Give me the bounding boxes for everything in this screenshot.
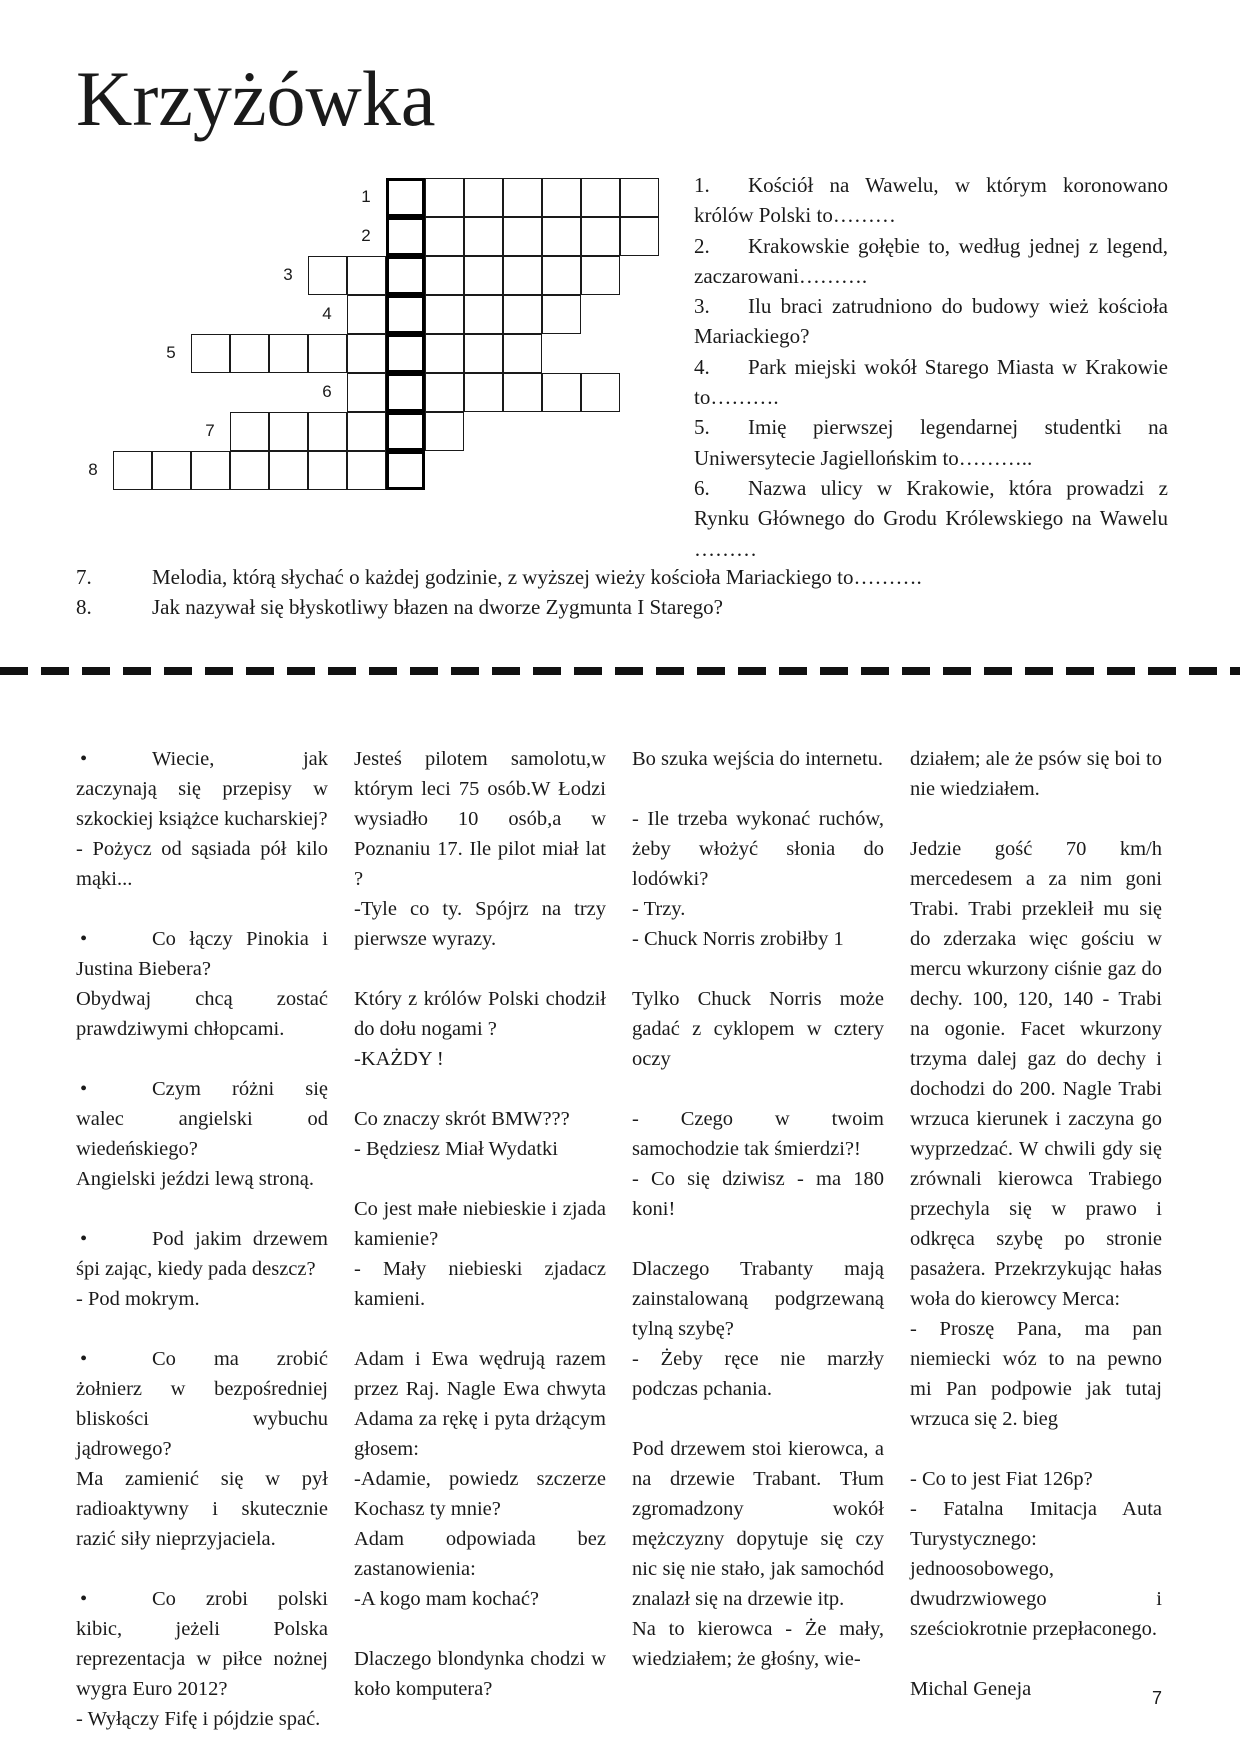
crossword-clue [76, 592, 922, 622]
clue-text: Kościół na Wawelu, w którym koronowano królów Polski to……… [694, 173, 1168, 228]
crossword-row-number: 6 [322, 382, 332, 401]
crossword-cell[interactable] [464, 178, 503, 217]
jokes-column-4 [910, 744, 1162, 1734]
crossword-row-number: 3 [283, 265, 293, 284]
crossword-row-number: 5 [166, 343, 176, 362]
crossword-cell[interactable] [386, 373, 425, 412]
crossword-cell[interactable] [542, 178, 581, 217]
joke-question: Co ma zrobić żołnierz w bezpośredniej bliskości wybuchu jądrowego? [76, 1348, 328, 1460]
crossword-cell[interactable] [269, 451, 308, 490]
page-title: Krzyżówka [76, 55, 436, 142]
bullet-icon: • [80, 1588, 88, 1610]
crossword-cell[interactable] [308, 256, 347, 295]
crossword-cell[interactable] [425, 373, 464, 412]
jokes-column-1 [76, 744, 328, 1764]
bullet-icon: • [80, 928, 88, 950]
crossword-cell[interactable] [152, 451, 191, 490]
joke-line: Na to kierowca - Że mały, wiedziałem; że głośny, wie- [632, 1618, 884, 1670]
crossword-cell[interactable] [542, 295, 581, 334]
joke [910, 1464, 1162, 1644]
crossword-cell[interactable] [542, 373, 581, 412]
joke-line: - Czego w twoim samochodzie tak śmierdzi?! [632, 1108, 884, 1160]
crossword-clue [694, 473, 1168, 564]
bullet-icon: • [80, 1348, 88, 1370]
joke-line: Ma zamienić się w pył radioaktywny i skutecznie razić siły nieprzyjaciela. [76, 1468, 328, 1550]
crossword-cell[interactable] [425, 178, 464, 217]
crossword-cell[interactable] [230, 412, 269, 451]
joke [76, 924, 328, 1044]
crossword-clue [76, 562, 922, 592]
joke-question: Co zrobi polski kibic, jeżeli Polska reprezentacja w piłce nożnej wygra Euro 2012? [76, 1588, 328, 1700]
crossword-cell[interactable] [581, 256, 620, 295]
crossword-row-number: 4 [322, 304, 332, 323]
clue-number: 4. [694, 354, 710, 379]
joke [76, 744, 328, 894]
joke-line: Tylko Chuck Norris może gadać z cyklopem w cztery oczy [632, 988, 884, 1070]
crossword-cell[interactable] [347, 256, 386, 295]
clue-number: 5. [694, 415, 710, 440]
joke-line: Pod drzewem stoi kierowca, a na drzewie Trabant. Tłum zgromadzony wokół mężczyzny dopytuje się czy nic się nie stało, jak samochód znalazł się na drzewie itp. [632, 1438, 884, 1610]
joke-line: - Będziesz Miał Wydatki [354, 1138, 558, 1160]
joke [632, 1434, 884, 1674]
joke-question: Co łączy Pinokia i Justina Biebera? [76, 928, 328, 980]
crossword-cell[interactable] [620, 217, 659, 256]
clue-number: 6. [694, 475, 710, 500]
joke-line: Bo szuka wejścia do internetu. [632, 748, 884, 770]
joke [354, 744, 606, 954]
crossword-row-number: 7 [205, 421, 215, 440]
joke [354, 1104, 606, 1164]
crossword-cell[interactable] [425, 334, 464, 373]
crossword-cell[interactable] [347, 373, 386, 412]
crossword-cell[interactable] [620, 178, 659, 217]
joke-line: - Co się dziwisz - ma 180 koni! [632, 1168, 884, 1220]
crossword-cell[interactable] [581, 373, 620, 412]
joke [76, 1074, 328, 1194]
clue-text: Jak nazywał się błyskotliwy błazen na dworze Zygmunta I Starego? [152, 595, 723, 619]
clue-text: Ilu braci zatrudniono do budowy wież kościoła Mariackiego? [694, 294, 1168, 349]
crossword-cell[interactable] [113, 451, 152, 490]
joke [76, 1224, 328, 1314]
crossword-cell[interactable] [503, 295, 542, 334]
clue-text: Imię pierwszej legendarnej studentki na Uniwersytecie Jagiellońskim to……….. [694, 415, 1168, 470]
crossword-clue [694, 412, 1168, 473]
clue-number: 7. [76, 565, 92, 589]
crossword-cell[interactable] [581, 178, 620, 217]
crossword-cell[interactable] [386, 451, 425, 490]
joke-line: Dlaczego Trabanty mają zainstalowaną podgrzewaną tylną szybę? [632, 1258, 884, 1340]
joke [632, 744, 884, 774]
crossword-cell[interactable] [425, 217, 464, 256]
joke-line: działem; ale że psów się boi to nie wiedziałem. [910, 748, 1162, 800]
crossword-cell[interactable] [191, 451, 230, 490]
joke-line: -Adamie, powiedz szczerze Kochasz ty mnie? [354, 1468, 606, 1520]
joke-line: Michal Geneja [910, 1678, 1032, 1700]
joke-question: Czym różni się walec angielski od wiedeńskiego? [76, 1078, 328, 1160]
crossword-cell[interactable] [464, 295, 503, 334]
joke-line: - Pożycz od sąsiada pół kilo mąki... [76, 838, 328, 890]
crossword-cell[interactable] [503, 178, 542, 217]
joke-line: Jedzie gość 70 km/h mercedesem a za nim goni Trabi. Trabi przekleił mu się do zderzaka więc gościu w mercu wkurzony ciśnie gaz do dechy. 100, 120, 140 - Trabi na ogonie. Facet wkurzony trzyma dalej gaz do dechy i dochodzi do 200. Nagle Trabi wrzuca kierunek i zaczyna go wyprzedzać. W chwili gdy się zrównali kierowca Trabiego przechyla się w prawo i odkręca szybę po stronie pasażera. Przekrzykując hałas woła do kierowcy Merca: [910, 838, 1162, 1310]
crossword-cell[interactable] [386, 334, 425, 373]
crossword-cell[interactable] [386, 412, 425, 451]
clue-text: Park miejski wokół Starego Miasta w Krakowie to………. [694, 354, 1168, 410]
crossword-cell[interactable] [464, 334, 503, 373]
joke [354, 1194, 606, 1314]
joke-question: Wiecie, jak zaczynają się przepisy w szkockiej książce kucharskiej? [76, 748, 328, 830]
crossword-clue [694, 170, 1168, 231]
crossword-cell[interactable] [503, 334, 542, 373]
crossword-cell[interactable] [347, 334, 386, 373]
crossword-clue [694, 231, 1168, 292]
joke [910, 1674, 1162, 1704]
crossword-cell[interactable] [347, 451, 386, 490]
crossword-row-number: 8 [88, 460, 98, 479]
joke [632, 984, 884, 1074]
joke-line: Co znaczy skrót BMW??? [354, 1108, 570, 1130]
crossword-clue [694, 352, 1168, 413]
clue-number: 3. [694, 294, 710, 319]
joke-line: - Żeby ręce nie marzły podczas pchania. [632, 1348, 884, 1400]
crossword-cell[interactable] [386, 256, 425, 295]
crossword-cell[interactable] [425, 256, 464, 295]
joke-line: - Fatalna Imitacja Auta Turystycznego: jednoosobowego, dwudrzwiowego i sześciokrotnie przepłaconego. [910, 1498, 1162, 1640]
joke [76, 1344, 328, 1554]
joke-line: Adam i Ewa wędrują razem przez Raj. Nagle Ewa chwyta Adama za rękę i pyta drżącym głosem: [354, 1348, 606, 1460]
joke-line: - Pod mokrym. [76, 1288, 200, 1310]
bullet-icon: • [80, 1228, 88, 1250]
joke-line: - Ile trzeba wykonać ruchów, żeby włożyć słonia do lodówki? [632, 808, 884, 890]
joke-line: - Proszę Pana, ma pan niemiecki wóz to na pewno mi Pan podpowie jak tutaj wrzuca się 2. bieg [910, 1318, 1162, 1430]
joke [354, 1344, 606, 1614]
crossword-cell[interactable] [542, 256, 581, 295]
joke-line: Jesteś pilotem samolotu,w którym leci 75 osób.W Łodzi wysiadło 10 osób,a w Poznaniu 17. Ile pilot miał lat ? [354, 748, 606, 890]
crossword-cell[interactable] [425, 412, 464, 451]
clue-number: 2. [694, 233, 710, 258]
crossword-cell[interactable] [347, 295, 386, 334]
crossword-clue [694, 291, 1168, 352]
crossword-cell[interactable] [308, 412, 347, 451]
joke-line: - Trzy. [632, 898, 686, 920]
joke-line: - Wyłączy Fifę i pójdzie spać. [76, 1708, 321, 1730]
clue-text: Nazwa ulicy w Krakowie, która prowadzi z Rynku Głównego do Grodu Królewskiego na Wawelu ……… [694, 475, 1168, 561]
crossword-cell[interactable] [269, 334, 308, 373]
crossword-cell[interactable] [503, 373, 542, 412]
joke-question: Pod jakim drzewem śpi zając, kiedy pada deszcz? [76, 1228, 328, 1280]
joke [76, 1584, 328, 1734]
joke [632, 1104, 884, 1224]
joke [354, 1644, 606, 1704]
crossword-clues-top [694, 170, 1168, 564]
joke-line: Obydwaj chcą zostać prawdziwymi chłopcami. [76, 988, 328, 1040]
joke-line: Dlaczego blondynka chodzi w koło komputera? [354, 1648, 606, 1700]
crossword-row-number: 1 [361, 187, 371, 206]
joke [632, 804, 884, 954]
crossword-cell[interactable] [425, 295, 464, 334]
joke-line: -A kogo mam kochać? [354, 1588, 540, 1610]
crossword-cell[interactable] [542, 217, 581, 256]
bullet-icon: • [80, 748, 88, 770]
joke-line: Co jest małe niebieskie i zjada kamienie? [354, 1198, 606, 1250]
dashed-separator [0, 667, 1240, 675]
joke-line: - Chuck Norris zrobiłby 1 [632, 928, 844, 950]
crossword-cell[interactable] [581, 217, 620, 256]
clue-text: Melodia, którą słychać o każdej godzinie, z wyższej wieży kościoła Mariackiego to………. [152, 565, 922, 589]
crossword-cell[interactable] [386, 178, 425, 217]
joke-line: Angielski jeździ lewą stroną. [76, 1168, 314, 1190]
bullet-icon: • [80, 1078, 88, 1100]
crossword-clues-bottom [76, 562, 922, 622]
joke-line: -KAŻDY ! [354, 1048, 444, 1070]
crossword-cell[interactable] [230, 451, 269, 490]
crossword-cell[interactable] [230, 334, 269, 373]
crossword-cell[interactable] [269, 412, 308, 451]
clue-text: Krakowskie gołębie to, według jednej z legend, zaczarowani………. [694, 233, 1168, 288]
crossword-cell[interactable] [386, 295, 425, 334]
clue-number: 1. [694, 173, 710, 197]
joke-line: Który z królów Polski chodził do dołu nogami ? [354, 988, 606, 1040]
crossword-cell[interactable] [308, 334, 347, 373]
jokes-column-2 [354, 744, 606, 1734]
crossword-cell[interactable] [503, 256, 542, 295]
jokes-column-3 [632, 744, 884, 1704]
crossword-cell[interactable] [464, 373, 503, 412]
crossword-cell[interactable] [191, 334, 230, 373]
crossword-row-number: 2 [361, 226, 371, 245]
joke [910, 834, 1162, 1434]
joke-line: - Co to jest Fiat 126p? [910, 1468, 1093, 1490]
joke [632, 1254, 884, 1404]
joke [910, 744, 1162, 804]
crossword-cell[interactable] [464, 217, 503, 256]
crossword-cell[interactable] [464, 256, 503, 295]
crossword-cell[interactable] [503, 217, 542, 256]
joke [354, 984, 606, 1074]
joke-line: -Tyle co ty. Spójrz na trzy pierwsze wyrazy. [354, 898, 606, 950]
crossword-cell[interactable] [308, 451, 347, 490]
clue-number: 8. [76, 595, 92, 619]
crossword-cell[interactable] [347, 412, 386, 451]
joke-line: Adam odpowiada bez zastanowienia: [354, 1528, 606, 1580]
page-number: 7 [1151, 1688, 1162, 1708]
crossword-cell[interactable] [386, 217, 425, 256]
joke-line: - Mały niebieski zjadacz kamieni. [354, 1258, 606, 1310]
